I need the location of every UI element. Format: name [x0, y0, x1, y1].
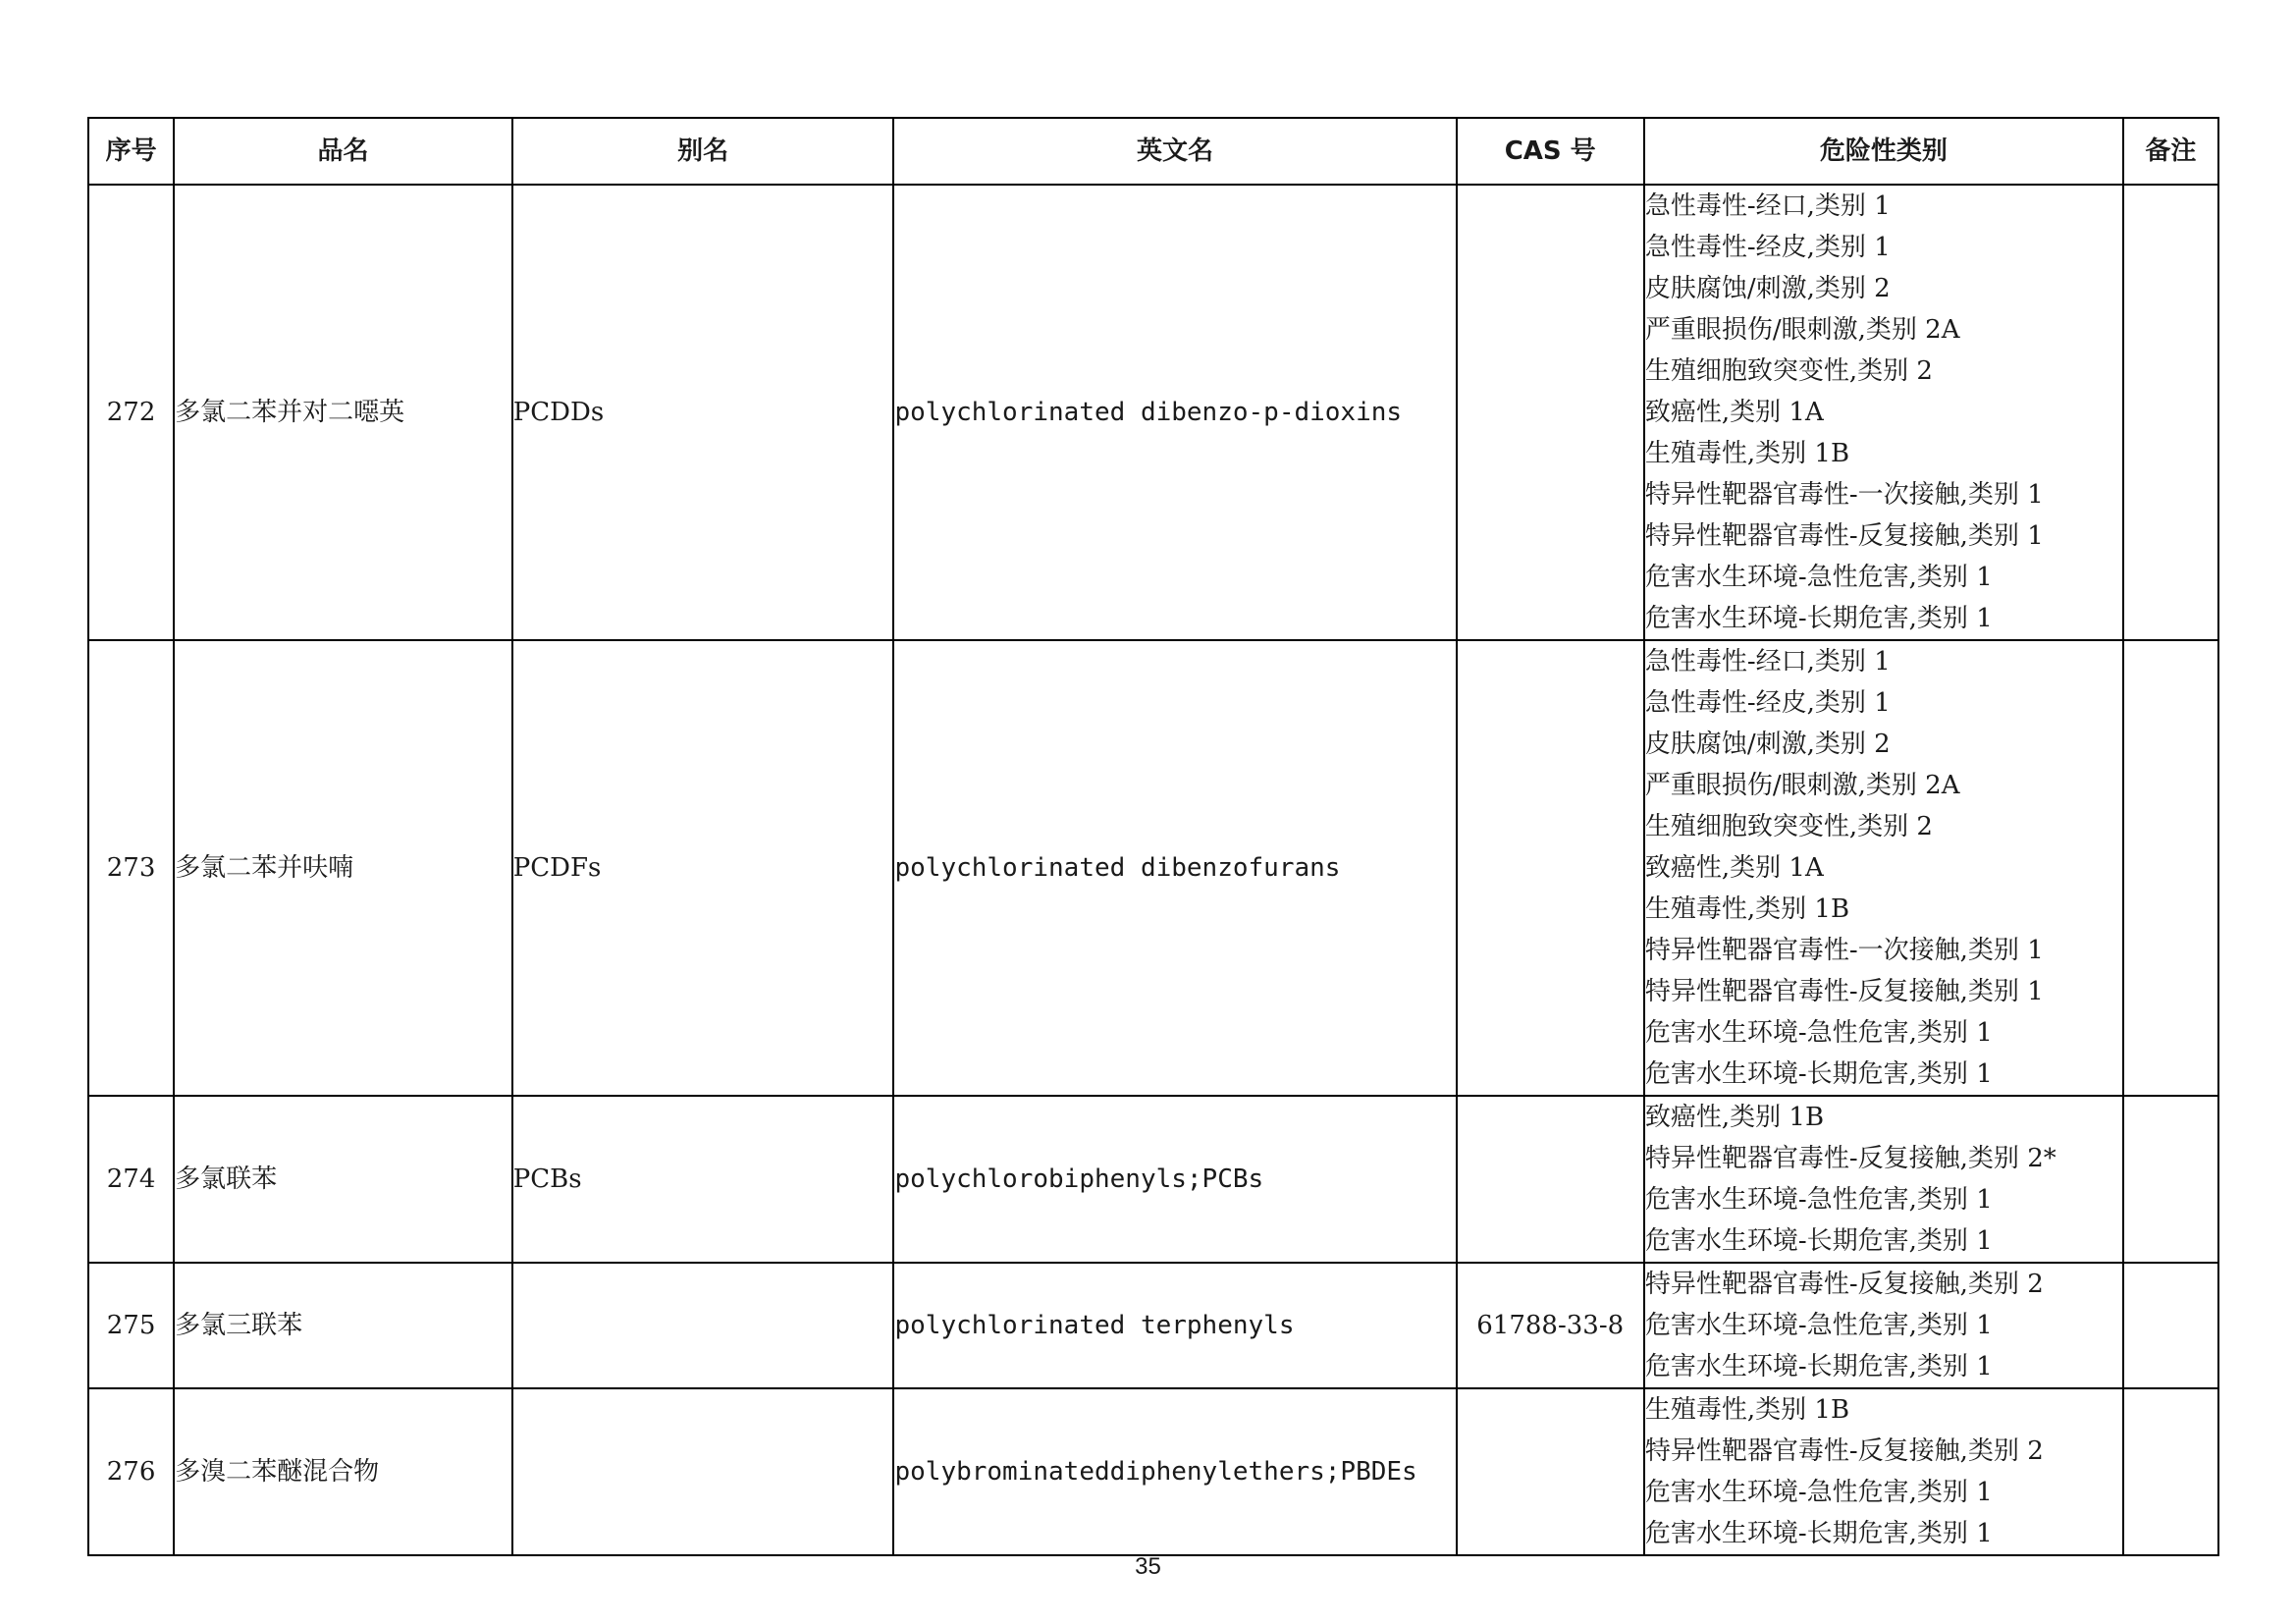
header-remarks: 备注	[2123, 118, 2218, 185]
cas-number-cell: 61788-33-8	[1457, 1263, 1644, 1388]
header-serial-number: 序号	[88, 118, 174, 185]
header-product-name: 品名	[174, 118, 512, 185]
hazard-line: 致癌性,类别 1A	[1644, 853, 1824, 883]
hazard-category-cell	[1644, 1388, 2123, 1555]
header-cas-number: CAS 号	[1457, 118, 1644, 185]
remarks-cell	[2123, 185, 2218, 640]
serial-number-cell: 276	[88, 1388, 174, 1555]
cas-number-cell	[1457, 1388, 1644, 1555]
hazard-line: 生殖毒性,类别 1B	[1644, 1395, 1850, 1425]
alias-cell	[512, 1388, 894, 1555]
hazard-line: 急性毒性-经口,类别 1	[1644, 191, 1891, 221]
hazard-line: 生殖毒性,类别 1B	[1644, 439, 1850, 468]
hazard-line: 危害水生环境-急性危害,类别 1	[1644, 1311, 1993, 1340]
table-row	[88, 185, 2218, 640]
header-hazard-category: 危险性类别	[1644, 118, 2123, 185]
english-name-cell: polychlorinated dibenzo-p-dioxins	[893, 185, 1456, 640]
product-name-cell: 多氯二苯并呋喃	[174, 640, 512, 1096]
table-row	[88, 1263, 2218, 1388]
english-name-cell: polychlorobiphenyls;PCBs	[893, 1096, 1456, 1263]
remarks-cell	[2123, 1263, 2218, 1388]
hazard-line: 致癌性,类别 1A	[1644, 398, 1824, 427]
hazard-line: 危害水生环境-急性危害,类别 1	[1644, 1018, 1993, 1048]
hazard-line: 严重眼损伤/眼刺激,类别 2A	[1644, 771, 1960, 800]
page-number: 35	[1135, 1553, 1161, 1580]
alias-cell: PCBs	[512, 1096, 894, 1263]
table-row	[88, 640, 2218, 1096]
hazard-category-cell	[1644, 185, 2123, 640]
hazard-line: 急性毒性-经皮,类别 1	[1644, 233, 1891, 262]
hazard-line: 皮肤腐蚀/刺激,类别 2	[1644, 730, 1891, 759]
hazard-line: 特异性靶器官毒性-反复接触,类别 2*	[1644, 1144, 2056, 1173]
hazard-line: 致癌性,类别 1B	[1644, 1103, 1825, 1132]
serial-number-cell: 274	[88, 1096, 174, 1263]
hazard-line: 危害水生环境-长期危害,类别 1	[1644, 1352, 1993, 1381]
chemical-hazard-table	[87, 117, 2219, 1556]
english-name-cell: polybrominateddiphenylethers;PBDEs	[893, 1388, 1456, 1555]
hazard-line: 危害水生环境-长期危害,类别 1	[1644, 604, 1993, 633]
hazard-line: 危害水生环境-长期危害,类别 1	[1644, 1226, 1993, 1256]
hazard-line: 特异性靶器官毒性-反复接触,类别 1	[1644, 521, 2044, 551]
hazard-line: 生殖细胞致突变性,类别 2	[1644, 356, 1933, 386]
table-row	[88, 1388, 2218, 1555]
hazard-line: 特异性靶器官毒性-一次接触,类别 1	[1644, 936, 2044, 965]
english-name-cell: polychlorinated dibenzofurans	[893, 640, 1456, 1096]
header-english-name: 英文名	[893, 118, 1456, 185]
product-name-cell: 多溴二苯醚混合物	[174, 1388, 512, 1555]
product-name-cell: 多氯联苯	[174, 1096, 512, 1263]
alias-cell: PCDFs	[512, 640, 894, 1096]
hazard-line: 严重眼损伤/眼刺激,类别 2A	[1644, 315, 1960, 345]
remarks-cell	[2123, 1096, 2218, 1263]
cas-number-cell	[1457, 640, 1644, 1096]
hazard-line: 特异性靶器官毒性-反复接触,类别 2	[1644, 1270, 2044, 1299]
product-name-cell: 多氯三联苯	[174, 1263, 512, 1388]
hazard-line: 特异性靶器官毒性-一次接触,类别 1	[1644, 480, 2044, 510]
hazard-category-cell	[1644, 640, 2123, 1096]
hazard-line: 皮肤腐蚀/刺激,类别 2	[1644, 274, 1891, 303]
remarks-cell	[2123, 1388, 2218, 1555]
cas-number-cell	[1457, 185, 1644, 640]
serial-number-cell: 275	[88, 1263, 174, 1388]
table-row	[88, 1096, 2218, 1263]
cas-number-cell	[1457, 1096, 1644, 1263]
serial-number-cell: 272	[88, 185, 174, 640]
hazard-line: 生殖毒性,类别 1B	[1644, 894, 1850, 924]
hazard-category-cell	[1644, 1096, 2123, 1263]
hazard-line: 危害水生环境-长期危害,类别 1	[1644, 1059, 1993, 1089]
hazard-line: 急性毒性-经皮,类别 1	[1644, 688, 1891, 718]
hazard-line: 危害水生环境-急性危害,类别 1	[1644, 1478, 1993, 1507]
remarks-cell	[2123, 640, 2218, 1096]
hazard-line: 急性毒性-经口,类别 1	[1644, 647, 1891, 677]
header-alias: 别名	[512, 118, 894, 185]
hazard-line: 危害水生环境-急性危害,类别 1	[1644, 1185, 1993, 1215]
hazard-line: 危害水生环境-急性危害,类别 1	[1644, 563, 1993, 592]
hazard-category-cell	[1644, 1263, 2123, 1388]
product-name-cell: 多氯二苯并对二噁英	[174, 185, 512, 640]
alias-cell	[512, 1263, 894, 1388]
hazard-line: 生殖细胞致突变性,类别 2	[1644, 812, 1933, 841]
hazard-line: 特异性靶器官毒性-反复接触,类别 2	[1644, 1436, 2044, 1466]
serial-number-cell: 273	[88, 640, 174, 1096]
hazard-line: 特异性靶器官毒性-反复接触,类别 1	[1644, 977, 2044, 1006]
english-name-cell: polychlorinated terphenyls	[893, 1263, 1456, 1388]
alias-cell: PCDDs	[512, 185, 894, 640]
table-header-row	[88, 118, 2218, 185]
hazard-line: 危害水生环境-长期危害,类别 1	[1644, 1519, 1993, 1548]
